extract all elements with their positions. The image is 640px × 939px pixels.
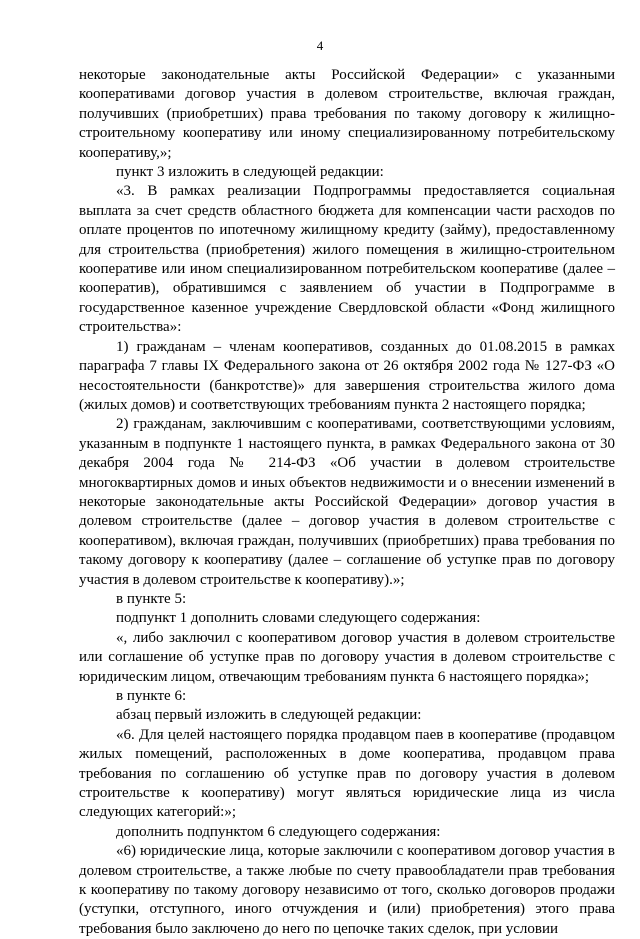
- paragraph-amendment-text: «, либо заключил с кооперативом договор участия в долевом строительстве или соглашение об уступке прав по договору участия в долевом строительстве с юридическим лицом, отвечающим требованиям пункта 6 настоящего порядка»;: [79, 629, 615, 685]
- document-body: [79, 66, 615, 939]
- paragraph-subclause-2: 2) гражданам, заключившим с кооперативами, соответствующими условиям, указанным в подпункте 1 настоящего пункта, в рамках Федерального закона от 30 декабря 2004 года № 214-ФЗ «Об участии в долевом строительстве многоквартирных домов и иных объектов недвижимости и о внесении изменений в некоторые законодательные акты Российской Федерации» договор участия в долевом строительстве (далее – договор участия в долевом строительстве с кооперативом), включая граждан, получивших (приобретших) права требования по такому договору к кооперативу (далее – соглашение об уступке прав по договору участия в долевом строительстве к кооперативу).»;: [79, 416, 615, 588]
- paragraph-clause-6: «6. Для целей настоящего порядка продавцом паев в кооперативе (продавцом жилых помещений, расположенных в доме кооператива, продавцом права требования по соглашению об уступке прав по договору участия в долевом строительстве к кооперативу) могут являться юридические лица из числа следующих категорий:»;: [79, 726, 615, 821]
- paragraph-subclause-6: «6) юридические лица, которые заключили с кооперативом договор участия в долевом строительстве, а также любые по счету правообладатели прав требования к кооперативу по такому договору независимо от того, сколько договоров продажи (уступки, отступного, иного отчуждения и (или) приобретения) этого права требования было заключено до него по цепочке таких сделок, при условии: [79, 843, 615, 937]
- paragraph-instruction: пункт 3 изложить в следующей редакции:: [116, 164, 384, 181]
- paragraph-subclause-1: 1) гражданам – членам кооперативов, созданных до 01.08.2015 в рамках параграфа 7 главы IX Федерального закона от 26 октября 2002 года № 127-ФЗ «О несостоятельности (банкротстве)» для завершения строительства жилого дома (жилых домов) и соответствующих требованиям пункта 2 настоящего порядка;: [79, 338, 615, 413]
- paragraph-clause-3: «3. В рамках реализации Подпрограммы предоставляется социальная выплата за счет средств областного бюджета для компенсации части расходов по оплате процентов по ипотечному жилищному кредиту (займу), предоставленному для строительства (приобретения) жилого помещения в жилищно-строительном кооперативе или ином специализированном потребительском кооперативе (далее – кооператив), обратившимся с заявлением об участии в Подпрограмме в государственное казенное учреждение Свердловской области «Фонд жилищного строительства»:: [79, 183, 615, 336]
- paragraph-instruction: подпункт 1 дополнить словами следующего содержания:: [116, 610, 481, 627]
- paragraph-instruction: дополнить подпунктом 6 следующего содержания:: [116, 823, 441, 840]
- page-number: 4: [316, 38, 324, 53]
- paragraph-continuation: некоторые законодательные акты Российской Федерации» с указанными кооперативами договор участия в долевом строительстве, включая граждан, получивших (приобретших) права требования по такому договору к жилищно-строительному кооперативу или иному специализированному потребительскому кооперативу,»;: [79, 67, 615, 161]
- paragraph-instruction: абзац первый изложить в следующей редакции:: [116, 707, 422, 724]
- paragraph-instruction: в пункте 6:: [116, 688, 187, 704]
- paragraph-instruction: в пункте 5:: [116, 590, 187, 607]
